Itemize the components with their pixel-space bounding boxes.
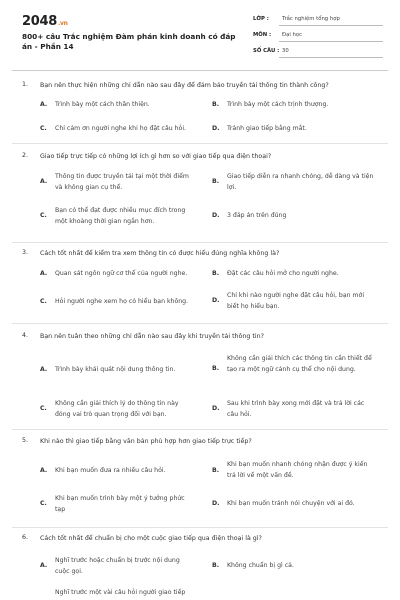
- option-letter: B.: [212, 270, 220, 277]
- option-letter: B.: [212, 178, 220, 185]
- info-underline: [279, 25, 383, 26]
- question-text: Bạn nên tuân theo những chỉ dẫn nào sau đây khi truyền tải thông tin?: [40, 333, 264, 340]
- option-text: Nghĩ trước hoặc chuẩn bị trước nội dung cuộc gọi.: [55, 557, 180, 575]
- option-text: Tránh giao tiếp bằng mắt.: [227, 125, 307, 132]
- info-label: LỚP :: [253, 16, 269, 22]
- question-divider: [12, 242, 388, 243]
- option-text: Giao tiếp diễn ra nhanh chóng, dễ dàng và tiện lợi.: [227, 173, 374, 191]
- option-letter: C.: [40, 500, 47, 507]
- option-letter: D.: [212, 297, 220, 304]
- info-row-count: [253, 45, 383, 61]
- option-letter: C.: [40, 125, 47, 132]
- info-underline: [279, 57, 383, 58]
- logo-main: 2048: [22, 14, 57, 29]
- option-text: 3 đáp án trên đúng: [227, 212, 287, 219]
- info-row-class: [253, 13, 383, 29]
- option-text: Bạn có thể đạt được nhiều mục đích trong một khoảng thời gian ngắn hơn.: [55, 207, 186, 225]
- option-text: Khi bạn muốn nhanh chóng nhận được ý kiến trả lời về một vấn đề.: [227, 461, 368, 479]
- option-text: Hỏi người nghe xem họ có hiểu bạn không.: [55, 298, 189, 305]
- option-letter: C.: [40, 405, 47, 412]
- option-letter: A.: [40, 562, 48, 569]
- option-letter: B.: [212, 365, 220, 372]
- option-letter: D.: [212, 125, 220, 132]
- question-text: Cách tốt nhất để chuẩn bị cho một cuộc giao tiếp qua điện thoại là gì?: [40, 535, 262, 542]
- option-letter: A.: [40, 178, 48, 185]
- question-text: Bạn nên thực hiện những chỉ dẫn nào sau đây để đảm bảo truyền tải thông tin thành công?: [40, 82, 329, 89]
- document-title: 800+ câu Trắc nghiệm Đàm phán kinh doanh có đáp án - Phần 14: [22, 32, 236, 51]
- question-divider: [12, 429, 388, 430]
- option-text: Quan sát ngôn ngữ cơ thể của người nghe.: [55, 270, 188, 277]
- option-letter: B.: [212, 562, 220, 569]
- option-letter: A.: [40, 101, 48, 108]
- option-text: Khi bạn muốn tránh nói chuyện với ai đó.: [227, 500, 355, 507]
- option-text: Trình bày một cách trịnh thượng.: [227, 101, 329, 108]
- option-text: Sau khi trình bày xong mới đặt và trả lời các câu hỏi.: [227, 400, 365, 418]
- option-letter: C.: [40, 212, 47, 219]
- option-text: Khi bạn muốn đưa ra nhiều câu hỏi.: [55, 467, 166, 474]
- site-logo[interactable]: [22, 14, 68, 29]
- option-letter: D.: [212, 212, 220, 219]
- question-number: 3.: [22, 249, 29, 256]
- option-text: Chỉ cảm ơn người nghe khi họ đặt câu hỏi.: [55, 125, 187, 132]
- option-text: Trình bày khái quát nội dung thông tin.: [55, 366, 176, 373]
- option-text: Khi bạn muốn trình bày một ý tưởng phức tạp: [55, 495, 185, 513]
- info-label: MÔN :: [253, 32, 272, 38]
- question-divider: [12, 143, 388, 144]
- option-letter: A.: [40, 467, 48, 474]
- info-value: Đại học: [282, 32, 303, 38]
- info-underline: [279, 41, 383, 42]
- question-text: Giao tiếp trực tiếp có những lợi ích gì hơn so với giao tiếp qua điện thoại?: [40, 153, 272, 160]
- option-letter: D.: [212, 500, 220, 507]
- logo-suffix: .vn: [57, 20, 68, 27]
- info-label: SỐ CÂU :: [253, 48, 280, 54]
- question-number: 4.: [22, 332, 29, 339]
- option-letter: A.: [40, 270, 48, 277]
- info-row-subject: [253, 29, 383, 45]
- option-text: Nghĩ trước một vài câu hỏi người giao tiếp: [55, 589, 186, 596]
- question-number: 6.: [22, 534, 29, 541]
- page-header: [0, 0, 400, 72]
- option-text: Không cần giải thích lý do thông tin này đóng vai trò quan trọng đối với bạn.: [55, 400, 179, 418]
- option-text: Không chuẩn bị gì cả.: [227, 562, 294, 569]
- question-divider: [12, 527, 388, 528]
- info-value: Trắc nghiệm tổng hợp: [282, 16, 340, 22]
- option-text: Trình bày một cách thân thiện.: [55, 101, 150, 108]
- document-info: [253, 13, 383, 61]
- option-letter: B.: [212, 101, 220, 108]
- question-number: 5.: [22, 437, 29, 444]
- option-letter: A.: [40, 366, 48, 373]
- option-text: Không cần giải thích các thông tin cần thiết để tạo ra một ngữ cảnh cụ thể cho nội dung.: [227, 355, 372, 373]
- option-text: Chỉ khi nào người nghe đặt câu hỏi, bạn mới biết họ hiểu bạn.: [227, 292, 365, 310]
- header-divider: [12, 70, 388, 71]
- question-text: Cách tốt nhất để kiểm tra xem thông tin có được hiểu đúng nghĩa không là?: [40, 250, 280, 257]
- question-number: 2.: [22, 152, 29, 159]
- question-text: Khi nào thì giao tiếp bằng văn bản phù hợp hơn giao tiếp trực tiếp?: [40, 438, 252, 445]
- info-value: 30: [282, 48, 289, 54]
- option-text: Đặt các câu hỏi mở cho người nghe.: [227, 270, 339, 277]
- option-letter: B.: [212, 467, 220, 474]
- question-divider: [12, 323, 388, 324]
- question-number: 1.: [22, 81, 29, 88]
- option-text: Thông tin được truyền tải tại một thời điểm và không gian cụ thể.: [55, 173, 189, 191]
- option-letter: C.: [40, 298, 47, 305]
- option-letter: D.: [212, 405, 220, 412]
